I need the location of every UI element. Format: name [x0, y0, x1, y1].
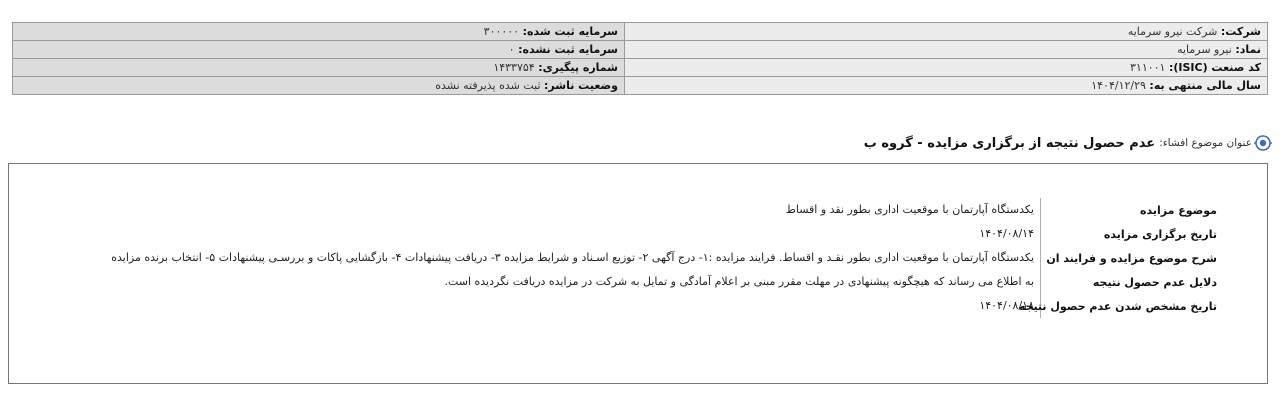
- info-row: [13, 77, 1268, 95]
- isic-cell: [625, 59, 1268, 77]
- publisher-status-label: وضعیت ناشر:: [544, 79, 618, 92]
- publisher-status-cell: [13, 77, 625, 95]
- info-row: [13, 23, 1268, 41]
- capital-unregistered-cell: [13, 41, 625, 59]
- target-icon: [1254, 134, 1272, 152]
- detail-row: [37, 246, 1217, 270]
- capital-registered-value: ۳۰۰۰۰۰: [483, 25, 520, 38]
- detail-row: [37, 222, 1217, 246]
- tracking-value: ۱۴۳۳۷۵۴: [493, 61, 535, 74]
- symbol-value: نیرو سرمایه: [1177, 43, 1232, 56]
- tracking-cell: [13, 59, 625, 77]
- capital-registered-label: سرمایه ثبت شده:: [522, 25, 618, 38]
- fiscal-value: ۱۴۰۴/۱۲/۲۹: [1091, 79, 1146, 92]
- detail-value: ۱۴۰۴/۰۸/۱۴: [979, 227, 1034, 240]
- company-label: شرکت:: [1220, 25, 1261, 38]
- symbol-cell: [625, 41, 1268, 59]
- details-panel: [8, 163, 1268, 384]
- detail-value: یکدستگاه آپارتمان با موقعیت اداری بطور نقـد و اقساط. فرایند مزایده :۱- درج آگهی ۲- توزیع اسـناد و شرایط مزایده ۳- دریافت پیشنهادات ۴- بازگشایی پاکات و بررسـی پیشنهادات ۵- انتخاب برنده مزایده: [111, 251, 1034, 264]
- detail-label: تاریخ برگزاری مزایده: [1041, 222, 1218, 246]
- info-row: [13, 59, 1268, 77]
- detail-label: شرح موضوع مزایده و فرایند ان: [1041, 246, 1218, 270]
- subject-label: عنوان موضوع افشاء:: [1159, 137, 1252, 149]
- company-value: شرکت نیرو سرمایه: [1127, 25, 1218, 38]
- detail-value: به اطلاع می رساند که هیچگونه پیشنهادی در مهلت مقرر مبنی بر اعلام آمادگی و تمایل به شرکت در مزایده دریافت نگردیده است.: [444, 275, 1034, 288]
- detail-row: [37, 294, 1217, 318]
- subject-line: [20, 133, 1272, 153]
- detail-value: ۱۴۰۴/۰۸/۱۸: [979, 299, 1034, 312]
- info-row: [13, 41, 1268, 59]
- capital-unregistered-label: سرمایه ثبت نشده:: [518, 43, 618, 56]
- detail-label: دلایل عدم حصول نتیجه: [1041, 270, 1218, 294]
- fiscal-cell: [625, 77, 1268, 95]
- fiscal-label: سال مالی منتهی به:: [1149, 79, 1261, 92]
- detail-row: [37, 270, 1217, 294]
- detail-row: [37, 198, 1217, 222]
- symbol-label: نماد:: [1235, 43, 1261, 56]
- company-cell: [625, 23, 1268, 41]
- tracking-label: شماره پیگیری:: [538, 61, 618, 74]
- capital-unregistered-value: ۰: [508, 43, 515, 56]
- details-table: [37, 198, 1217, 318]
- detail-value: یکدستگاه آپارتمان با موقعیت اداری بطور نقد و اقساط: [785, 203, 1034, 216]
- capital-registered-cell: [13, 23, 625, 41]
- publisher-status-value: ثبت شده پذیرفته نشده: [435, 79, 541, 92]
- isic-value: ۳۱۱۰۰۱: [1130, 61, 1166, 74]
- company-info-table: [12, 22, 1268, 95]
- detail-label: تاریخ مشخص شدن عدم حصول نتیجه: [1041, 294, 1218, 318]
- detail-label: موضوع مزایده: [1041, 198, 1218, 222]
- isic-label: کد صنعت (ISIC):: [1168, 61, 1261, 74]
- subject-title: عدم حصول نتیجه از برگزاری مزایده - گروه ب: [863, 135, 1156, 151]
